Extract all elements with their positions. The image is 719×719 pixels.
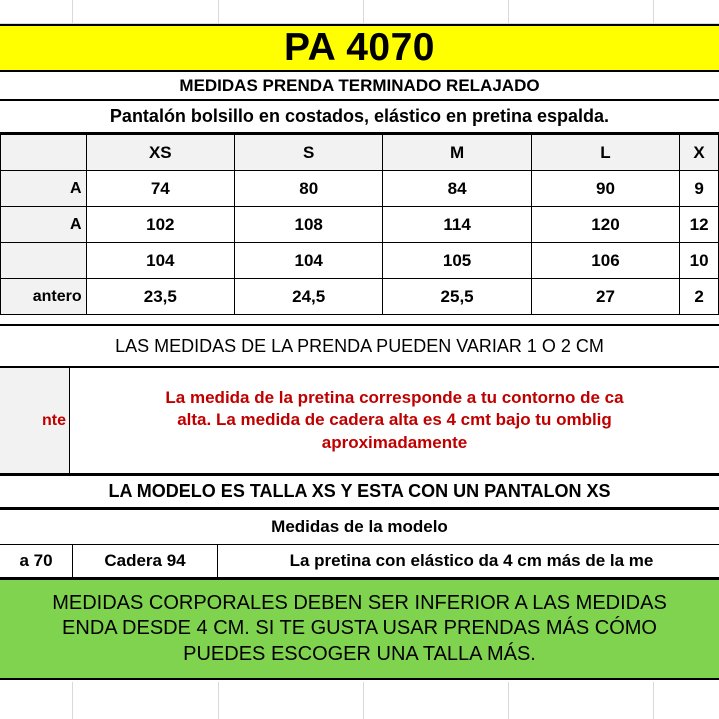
document-title-banner xyxy=(0,24,719,72)
table-cell: 102 xyxy=(86,207,234,243)
table-row xyxy=(1,171,719,207)
row-label xyxy=(1,243,87,279)
variation-note-text: LAS MEDIDAS DE LA PRENDA PUEDEN VARIAR 1 O 2 CM xyxy=(115,335,604,356)
table-row xyxy=(1,243,719,279)
grid-line xyxy=(72,682,73,719)
grid-line xyxy=(363,0,364,24)
grid-line xyxy=(508,682,509,719)
table-cell: 24,5 xyxy=(235,279,383,315)
table-row xyxy=(1,207,719,243)
table-cell: 25,5 xyxy=(383,279,531,315)
row-label: antero xyxy=(1,279,87,315)
table-cell: 2 xyxy=(680,279,719,315)
row-label: A xyxy=(1,171,87,207)
grid-line xyxy=(653,0,654,24)
model-measures-title: Medidas de la modelo xyxy=(271,517,448,536)
size-chart-table xyxy=(0,134,719,315)
subtitle-banner xyxy=(0,72,719,101)
grid-line xyxy=(508,0,509,24)
table-row xyxy=(1,279,719,315)
table-cell: 90 xyxy=(531,171,679,207)
grid-line xyxy=(72,0,73,24)
page-title: PA 4070 xyxy=(284,26,435,69)
table-cell: 84 xyxy=(383,171,531,207)
waist-note-block xyxy=(0,368,719,476)
waist-note-line: La medida de la pretina corresponde a tu contorno de ca xyxy=(165,387,624,407)
footer-line: MEDIDAS CORPORALES DEBEN SER INFERIOR A LAS MEDIDAS xyxy=(52,591,667,614)
table-cell: 108 xyxy=(235,207,383,243)
model-measure-cell: a 70 xyxy=(0,545,73,577)
table-header-cell: S xyxy=(235,135,383,171)
table-cell: 120 xyxy=(531,207,679,243)
table-cell: 9 xyxy=(680,171,719,207)
description-banner xyxy=(0,101,719,134)
table-header-cell: XS xyxy=(86,135,234,171)
waist-note-line: aproximadamente xyxy=(321,432,468,452)
waist-note-row-label: nte xyxy=(0,368,70,473)
footer-line: PUEDES ESCOGER UNA TALLA MÁS. xyxy=(183,642,536,665)
table-cell: 74 xyxy=(86,171,234,207)
description-text: Pantalón bolsillo en costados, elástico en pretina espalda. xyxy=(109,106,610,126)
table-header-cell: L xyxy=(531,135,679,171)
waist-note-line: alta. La medida de cadera alta es 4 cmt bajo tu omblig xyxy=(177,410,612,430)
model-size-banner xyxy=(0,476,719,510)
table-header-row xyxy=(1,135,719,171)
table-cell: 106 xyxy=(531,243,679,279)
table-cell: 105 xyxy=(383,243,531,279)
table-cell: 104 xyxy=(235,243,383,279)
table-cell: 12 xyxy=(680,207,719,243)
grid-line xyxy=(218,682,219,719)
model-measure-cell: Cadera 94 xyxy=(73,545,218,577)
model-measures-title-banner xyxy=(0,510,719,545)
waist-note-text xyxy=(70,368,719,473)
grid-line xyxy=(653,682,654,719)
table-cell: 27 xyxy=(531,279,679,315)
model-size-text: LA MODELO ES TALLA XS Y ESTA CON UN PANTALON XS xyxy=(108,481,611,501)
model-measure-note: La pretina con elástico da 4 cm más de la me xyxy=(218,545,719,577)
table-cell: 80 xyxy=(235,171,383,207)
subtitle-text: MEDIDAS PRENDA TERMINADO RELAJADO xyxy=(179,75,540,95)
table-cell: 104 xyxy=(86,243,234,279)
grid-line xyxy=(218,0,219,24)
variation-note-banner xyxy=(0,324,719,368)
footer-line: ENDA DESDE 4 CM. SI TE GUSTA USAR PRENDAS MÁS CÓMO xyxy=(62,617,657,640)
table-header-cell: X xyxy=(680,135,719,171)
footer-advice-banner xyxy=(0,580,719,680)
grid-line xyxy=(363,682,364,719)
table-header-cell xyxy=(1,135,87,171)
model-measures-row xyxy=(0,545,719,580)
table-header-cell: M xyxy=(383,135,531,171)
table-cell: 10 xyxy=(680,243,719,279)
table-cell: 114 xyxy=(383,207,531,243)
row-label: A xyxy=(1,207,87,243)
table-cell: 23,5 xyxy=(86,279,234,315)
